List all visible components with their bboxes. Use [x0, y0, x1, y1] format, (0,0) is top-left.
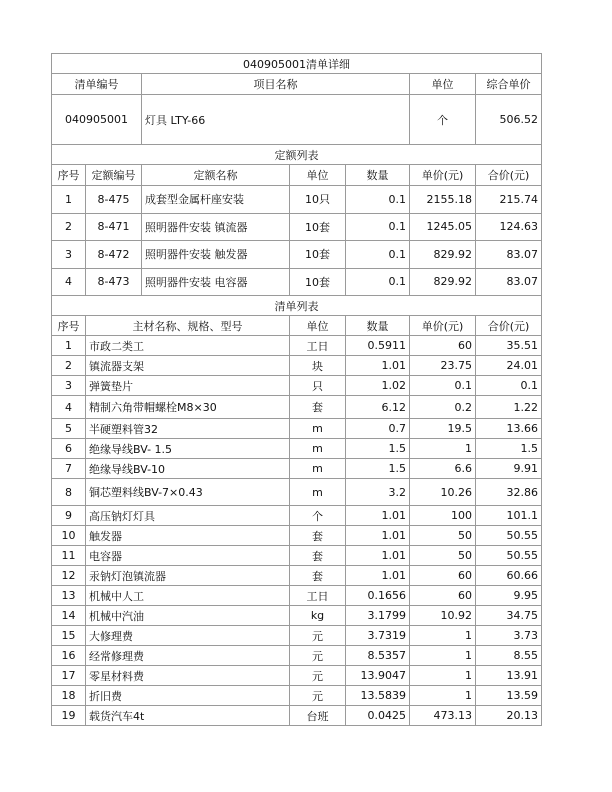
- quantity: 0.1: [346, 186, 410, 214]
- unit-price: 2155.18: [410, 186, 476, 214]
- quota-unit: 10只: [290, 186, 346, 214]
- table-title: 040905001清单详细: [52, 54, 542, 74]
- bill-code: 040905001: [52, 95, 142, 145]
- quota-row: [52, 186, 542, 214]
- total-price: 83.07: [476, 268, 542, 296]
- table-row: [52, 506, 542, 526]
- total-price: 0.1: [476, 376, 542, 396]
- row-seq: 2: [52, 356, 86, 376]
- quantity: 0.1: [346, 213, 410, 241]
- table-row: [52, 336, 542, 356]
- total-price: 13.91: [476, 666, 542, 686]
- total-price: 34.75: [476, 606, 542, 626]
- unit-price: 23.75: [410, 356, 476, 376]
- table-row: [52, 356, 542, 376]
- quantity: 3.2: [346, 479, 410, 506]
- unit-price: 10.26: [410, 479, 476, 506]
- material-name: 高压钠灯灯具: [86, 506, 290, 526]
- quota-code: 8-472: [86, 241, 142, 269]
- quantity: 1.01: [346, 506, 410, 526]
- unit-price: 100: [410, 506, 476, 526]
- quantity: 1.01: [346, 526, 410, 546]
- unit-price: 0.1: [410, 376, 476, 396]
- row-seq: 5: [52, 419, 86, 439]
- table-row: [52, 376, 542, 396]
- unit-price: 829.92: [410, 268, 476, 296]
- unit-price: 1: [410, 666, 476, 686]
- material-unit: m: [290, 439, 346, 459]
- total-price: 83.07: [476, 241, 542, 269]
- row-seq: 13: [52, 586, 86, 606]
- quota-code: 8-475: [86, 186, 142, 214]
- unit-price: 50: [410, 526, 476, 546]
- table-row: [52, 546, 542, 566]
- material-unit: 元: [290, 666, 346, 686]
- quota-unit-header: 单位: [290, 165, 346, 186]
- bill-detail-table: [51, 53, 542, 726]
- row-seq: 3: [52, 241, 86, 269]
- total-price: 215.74: [476, 186, 542, 214]
- total-price-header: 合价(元): [476, 165, 542, 186]
- table-row: [52, 706, 542, 726]
- total-price: 60.66: [476, 566, 542, 586]
- quantity: 0.1: [346, 268, 410, 296]
- unit-price: 10.92: [410, 606, 476, 626]
- unit-price-header: 单价(元): [410, 165, 476, 186]
- seq-header: 序号: [52, 316, 86, 336]
- unit-header: 单位: [410, 74, 476, 95]
- table-row: [52, 626, 542, 646]
- item-unit: 个: [410, 95, 476, 145]
- table-row: [52, 646, 542, 666]
- material-unit: 只: [290, 376, 346, 396]
- quantity: 1.01: [346, 566, 410, 586]
- row-seq: 8: [52, 479, 86, 506]
- material-name: 绝缘导线BV-10: [86, 459, 290, 479]
- material-unit: 台班: [290, 706, 346, 726]
- material-name: 市政二类工: [86, 336, 290, 356]
- material-unit: 套: [290, 566, 346, 586]
- row-seq: 6: [52, 439, 86, 459]
- material-unit: 工日: [290, 336, 346, 356]
- quantity: 0.0425: [346, 706, 410, 726]
- quantity: 0.1: [346, 241, 410, 269]
- total-price: 35.51: [476, 336, 542, 356]
- quantity: 6.12: [346, 396, 410, 419]
- total-price: 124.63: [476, 213, 542, 241]
- unit-price: 1: [410, 626, 476, 646]
- total-price: 3.73: [476, 626, 542, 646]
- total-price: 32.86: [476, 479, 542, 506]
- table-row: [52, 479, 542, 506]
- row-seq: 4: [52, 396, 86, 419]
- unit-price: 19.5: [410, 419, 476, 439]
- material-name: 载货汽车4t: [86, 706, 290, 726]
- item-name-header: 项目名称: [142, 74, 410, 95]
- table-row: [52, 459, 542, 479]
- table-row: [52, 606, 542, 626]
- quota-name: 成套型金属杆座安装: [142, 186, 290, 214]
- table-row: [52, 666, 542, 686]
- row-seq: 7: [52, 459, 86, 479]
- quantity: 1.01: [346, 546, 410, 566]
- materials-header-row: [52, 316, 542, 336]
- total-price: 24.01: [476, 356, 542, 376]
- table-row: [52, 686, 542, 706]
- unit-price: 0.2: [410, 396, 476, 419]
- quantity: 3.1799: [346, 606, 410, 626]
- quantity: 1.5: [346, 459, 410, 479]
- bill-code-header: 清单编号: [52, 74, 142, 95]
- quantity: 13.5839: [346, 686, 410, 706]
- material-name: 大修理费: [86, 626, 290, 646]
- total-price: 1.22: [476, 396, 542, 419]
- quota-row: [52, 213, 542, 241]
- total-price: 50.55: [476, 546, 542, 566]
- quota-unit: 10套: [290, 241, 346, 269]
- quota-unit: 10套: [290, 213, 346, 241]
- quantity: 1.5: [346, 439, 410, 459]
- unit-price-header: 单价(元): [410, 316, 476, 336]
- total-price: 50.55: [476, 526, 542, 546]
- seq-header: 序号: [52, 165, 86, 186]
- material-unit: m: [290, 459, 346, 479]
- table-row: [52, 586, 542, 606]
- total-price: 8.55: [476, 646, 542, 666]
- row-seq: 1: [52, 336, 86, 356]
- quantity-header: 数量: [346, 165, 410, 186]
- material-unit: 套: [290, 396, 346, 419]
- material-unit: 块: [290, 356, 346, 376]
- material-name: 电容器: [86, 546, 290, 566]
- total-price: 9.95: [476, 586, 542, 606]
- unit-price: 60: [410, 566, 476, 586]
- unit-price: 1245.05: [410, 213, 476, 241]
- total-price: 20.13: [476, 706, 542, 726]
- material-unit: m: [290, 419, 346, 439]
- quantity: 0.5911: [346, 336, 410, 356]
- row-seq: 12: [52, 566, 86, 586]
- material-name: 铜芯塑料线BV-7×0.43: [86, 479, 290, 506]
- material-name: 汞钠灯泡镇流器: [86, 566, 290, 586]
- material-unit-header: 单位: [290, 316, 346, 336]
- row-seq: 1: [52, 186, 86, 214]
- table-row: [52, 439, 542, 459]
- unit-price: 1: [410, 439, 476, 459]
- row-seq: 11: [52, 546, 86, 566]
- material-name: 零星材料费: [86, 666, 290, 686]
- quota-section-title: 定额列表: [52, 145, 542, 165]
- material-unit: 元: [290, 686, 346, 706]
- material-unit: kg: [290, 606, 346, 626]
- quota-code: 8-471: [86, 213, 142, 241]
- quantity: 13.9047: [346, 666, 410, 686]
- quota-code: 8-473: [86, 268, 142, 296]
- material-name: 弹簧垫片: [86, 376, 290, 396]
- total-price: 1.5: [476, 439, 542, 459]
- unit-price: 1: [410, 646, 476, 666]
- quota-row: [52, 241, 542, 269]
- total-price: 13.66: [476, 419, 542, 439]
- unit-price: 1: [410, 686, 476, 706]
- material-name: 精制六角带帽螺栓M8×30: [86, 396, 290, 419]
- composite-price-header: 综合单价: [476, 74, 542, 95]
- row-seq: 10: [52, 526, 86, 546]
- total-price: 13.59: [476, 686, 542, 706]
- row-seq: 4: [52, 268, 86, 296]
- row-seq: 15: [52, 626, 86, 646]
- material-unit: 个: [290, 506, 346, 526]
- quota-unit: 10套: [290, 268, 346, 296]
- table-row: [52, 396, 542, 419]
- material-name: 镇流器支架: [86, 356, 290, 376]
- quota-code-header: 定额编号: [86, 165, 142, 186]
- material-name: 机械中人工: [86, 586, 290, 606]
- material-unit: 元: [290, 626, 346, 646]
- quota-row: [52, 268, 542, 296]
- row-seq: 9: [52, 506, 86, 526]
- unit-price: 6.6: [410, 459, 476, 479]
- material-unit: 工日: [290, 586, 346, 606]
- unit-price: 50: [410, 546, 476, 566]
- material-name: 经常修理费: [86, 646, 290, 666]
- row-seq: 3: [52, 376, 86, 396]
- quantity: 8.5357: [346, 646, 410, 666]
- row-seq: 17: [52, 666, 86, 686]
- quantity-header: 数量: [346, 316, 410, 336]
- material-unit: m: [290, 479, 346, 506]
- composite-price: 506.52: [476, 95, 542, 145]
- quota-name: 照明器件安装 触发器: [142, 241, 290, 269]
- unit-price: 829.92: [410, 241, 476, 269]
- material-name: 触发器: [86, 526, 290, 546]
- materials-section-row: [52, 296, 542, 316]
- material-name: 折旧费: [86, 686, 290, 706]
- unit-price: 60: [410, 336, 476, 356]
- quota-name: 照明器件安装 电容器: [142, 268, 290, 296]
- quantity: 1.02: [346, 376, 410, 396]
- table-row: [52, 419, 542, 439]
- row-seq: 2: [52, 213, 86, 241]
- row-seq: 14: [52, 606, 86, 626]
- total-price: 101.1: [476, 506, 542, 526]
- material-name-header: 主材名称、规格、型号: [86, 316, 290, 336]
- material-unit: 套: [290, 546, 346, 566]
- material-name: 机械中汽油: [86, 606, 290, 626]
- material-name: 半硬塑料管32: [86, 419, 290, 439]
- item-name: 灯具 LTY-66: [142, 95, 410, 145]
- row-seq: 16: [52, 646, 86, 666]
- unit-price: 473.13: [410, 706, 476, 726]
- material-name: 绝缘导线BV- 1.5: [86, 439, 290, 459]
- table-row: [52, 566, 542, 586]
- quantity: 3.7319: [346, 626, 410, 646]
- unit-price: 60: [410, 586, 476, 606]
- quota-name: 照明器件安装 镇流器: [142, 213, 290, 241]
- quota-header-row: [52, 165, 542, 186]
- total-price-header: 合价(元): [476, 316, 542, 336]
- row-seq: 19: [52, 706, 86, 726]
- quantity: 0.7: [346, 419, 410, 439]
- materials-section-title: 清单列表: [52, 296, 542, 316]
- material-unit: 元: [290, 646, 346, 666]
- total-price: 9.91: [476, 459, 542, 479]
- quota-name-header: 定额名称: [142, 165, 290, 186]
- row-seq: 18: [52, 686, 86, 706]
- quantity: 1.01: [346, 356, 410, 376]
- table-row: [52, 526, 542, 546]
- quantity: 0.1656: [346, 586, 410, 606]
- material-unit: 套: [290, 526, 346, 546]
